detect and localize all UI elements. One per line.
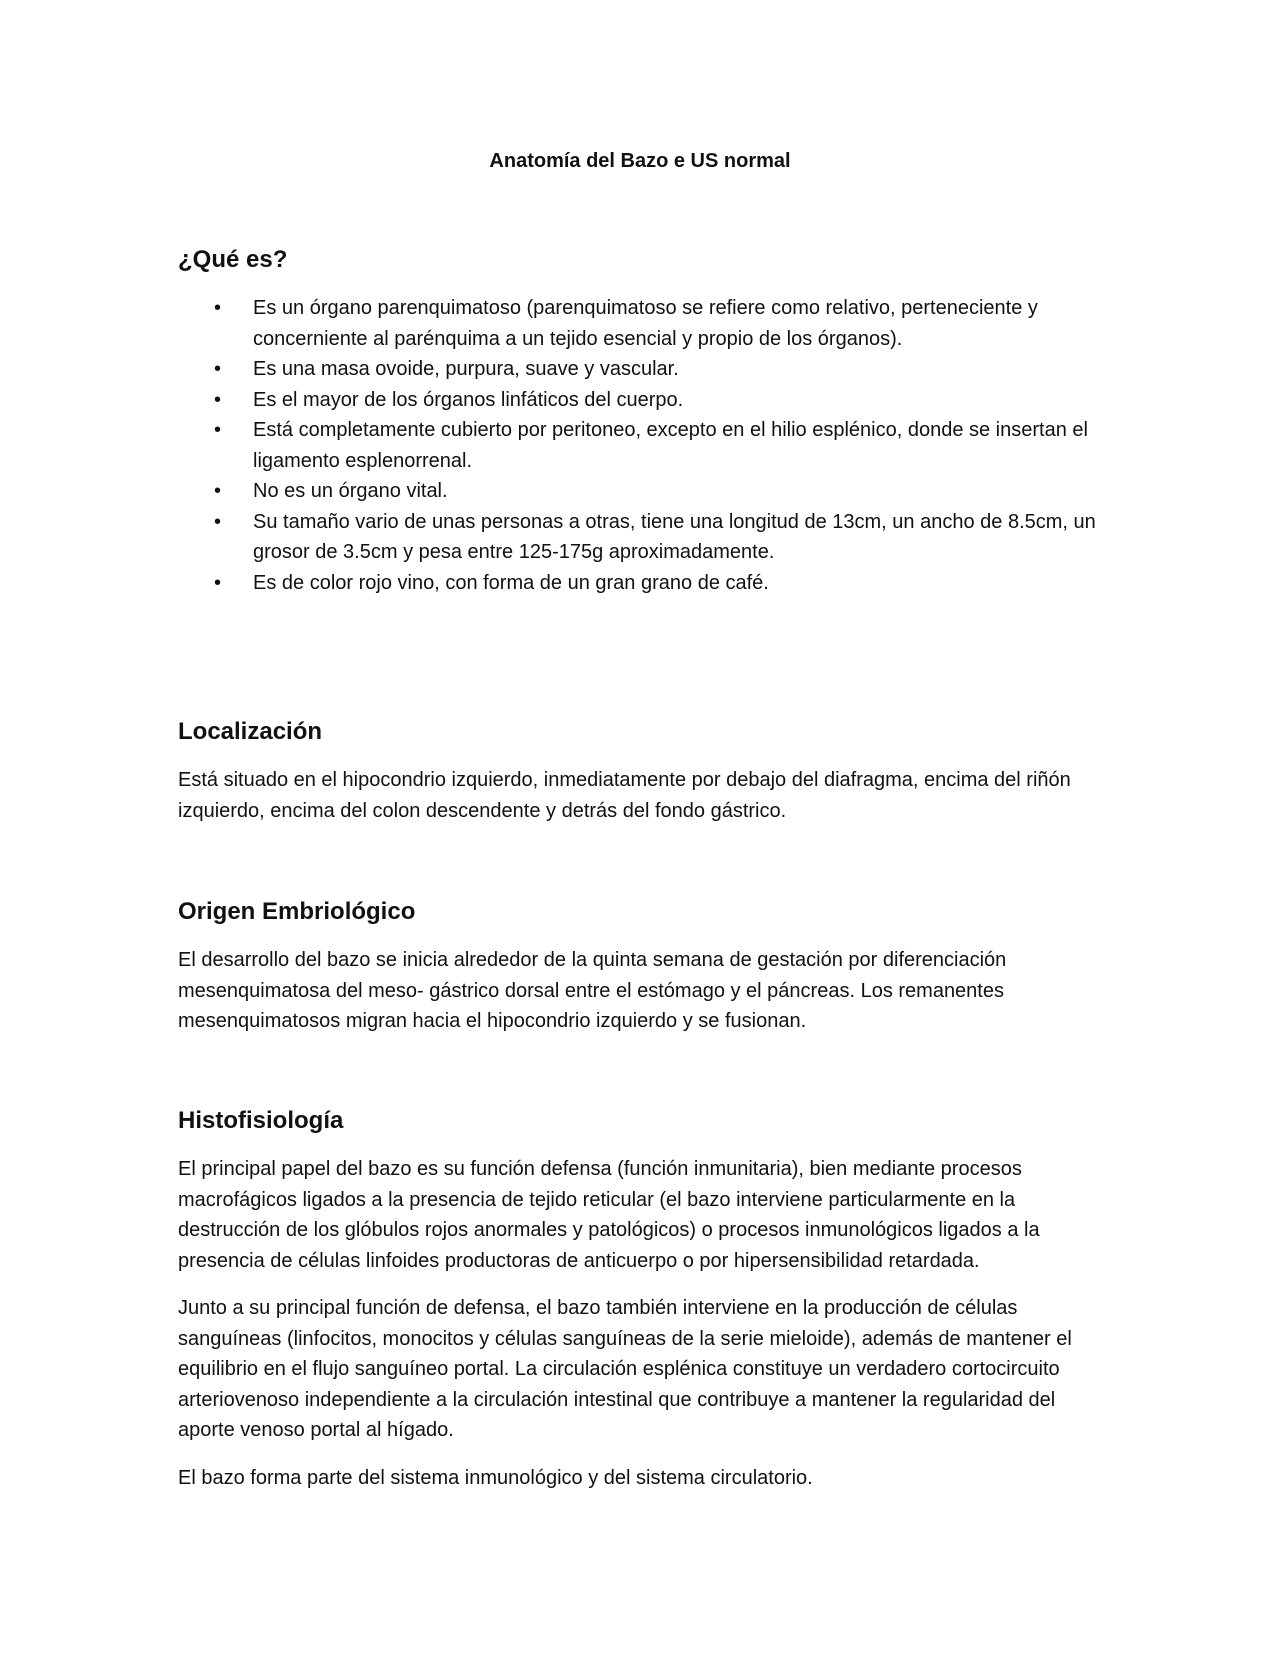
bullet-icon: • <box>214 571 222 594</box>
list-item <box>178 507 1098 568</box>
paragraph: Está situado en el hipocondrio izquierdo, inmediatamente por debajo del diafragma, encima del riñón izquierdo, encima del colon descendente y detrás del fondo gástrico. <box>178 769 1071 822</box>
paragraph: El bazo forma parte del sistema inmunológico y del sistema circulatorio. <box>178 1466 813 1489</box>
list-item-text: Está completamente cubierto por peritoneo, excepto en el hilio esplénico, donde se insertan el ligamento esplenorrenal. <box>253 419 1088 472</box>
bullet-icon: • <box>214 358 222 380</box>
bullet-icon: • <box>214 419 222 441</box>
list-item <box>178 293 1098 354</box>
list-item-text: Es de color rojo vino, con forma de un gran grano de café. <box>253 571 769 594</box>
list-item <box>178 354 1098 385</box>
paragraph: El principal papel del bazo es su función defensa (función inmunitaria), bien mediante procesos macrofágicos ligados a la presencia de tejido reticular (el bazo interviene particularmente en la destrucción de los glóbulos rojos anormales y patológicos) o procesos inmunológicos ligados a la presencia de células linfoides productoras de anticuerpo o por hipersensibilidad retardada. <box>178 1158 1040 1272</box>
list-item <box>178 415 1098 476</box>
list-item-text: Es un órgano parenquimatoso (parenquimatoso se refiere como relativo, perteneciente y concerniente al parénquima a un tejido esencial y propio de los órganos). <box>253 297 1038 350</box>
paragraph: El desarrollo del bazo se inicia alrededor de la quinta semana de gestación por diferenciación mesenquimatosa del meso- gástrico dorsal entre el estómago y el páncreas. Los remanentes mesenquimatosos migran hacia el hipocondrio izquierdo y se fusionan. <box>178 949 1007 1032</box>
list-item-text: Es el mayor de los órganos linfáticos del cuerpo. <box>253 388 684 411</box>
list-item-text: Es una masa ovoide, purpura, suave y vascular. <box>253 358 679 380</box>
section-histofisiologia <box>178 1106 1098 1510</box>
section-heading-histofisiologia: Histofisiología <box>178 1107 344 1134</box>
section-heading-que-es: ¿Qué es? <box>178 246 288 273</box>
document-title: Anatomía del Bazo e US normal <box>489 150 791 172</box>
list-item <box>178 385 1098 416</box>
paragraph: Junto a su principal función de defensa, el bazo también interviene en la producción de células sanguíneas (linfocitos, monocitos y células sanguíneas de la serie mieloide), además de mantener el equilibrio en el flujo sanguíneo portal. La circulación esplénica constituye un verdadero cortocircuito arteriovenoso independiente a la circulación intestinal que contribuye a mantener la regularidad del aporte venoso portal al hígado. <box>178 1297 1072 1441</box>
bullet-list <box>178 293 1098 598</box>
list-item <box>178 476 1098 507</box>
section-heading-origen-embriologico: Origen Embriológico <box>178 898 416 925</box>
list-item-text: Su tamaño vario de unas personas a otras, tiene una longitud de 13cm, un ancho de 8.5cm, un grosor de 3.5cm y pesa entre 125-175g aproximadamente. <box>253 510 1096 563</box>
bullet-icon: • <box>214 388 222 411</box>
bullet-icon: • <box>214 297 222 319</box>
bullet-icon: • <box>214 510 222 533</box>
section-origen-embriologico <box>178 897 1098 1054</box>
bullet-icon: • <box>214 480 222 502</box>
section-localizacion <box>178 717 1098 843</box>
section-que-es <box>178 245 1098 598</box>
list-item-text: No es un órgano vital. <box>253 480 448 502</box>
list-item <box>178 568 1098 599</box>
section-heading-localizacion: Localización <box>178 718 323 745</box>
